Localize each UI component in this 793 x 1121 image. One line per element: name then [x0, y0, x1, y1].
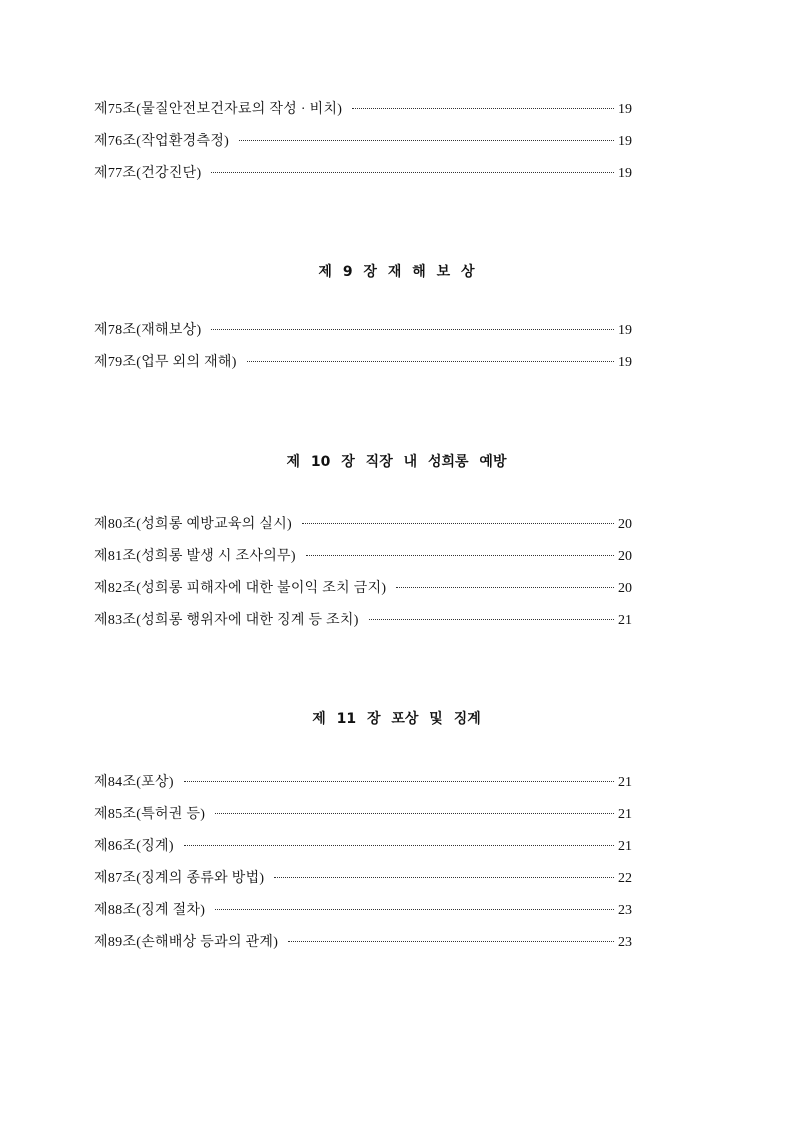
- dot-leader: [369, 619, 614, 620]
- toc-entry[interactable]: [94, 351, 632, 373]
- toc-entry-label: 제76조(작업환경측정): [94, 134, 230, 149]
- toc-entry-page: 20: [618, 549, 632, 564]
- chapter-heading: 제 11 장 포상 및 징계: [312, 711, 481, 727]
- toc-entry-page: 21: [618, 775, 632, 790]
- dot-leader: [211, 329, 614, 330]
- toc-entry-page: 21: [618, 839, 632, 854]
- toc-entry[interactable]: [94, 899, 632, 921]
- dot-leader: [247, 361, 614, 362]
- toc-entry-label: 제88조(징계 절차): [94, 903, 206, 918]
- toc-entry-label: 제77조(건강진단): [94, 166, 202, 181]
- dot-leader: [288, 941, 614, 942]
- toc-entry[interactable]: [94, 319, 632, 341]
- toc-entry[interactable]: [94, 162, 632, 184]
- toc-entry[interactable]: [94, 545, 632, 567]
- dot-leader: [302, 523, 614, 524]
- toc-entry-page: 22: [618, 871, 632, 886]
- dot-leader: [352, 108, 614, 109]
- toc-entry-page: 23: [618, 935, 632, 950]
- toc-entry-page: 20: [618, 581, 632, 596]
- toc-entry-page: 19: [618, 102, 632, 117]
- toc-entry-label: 제80조(성희롱 예방교육의 실시): [94, 517, 293, 532]
- dot-leader: [306, 555, 614, 556]
- toc-entry-label: 제81조(성희롱 발생 시 조사의무): [94, 549, 296, 564]
- chapter-heading: 제 9 장 재 해 보 상: [318, 264, 475, 280]
- toc-entry[interactable]: [94, 835, 632, 857]
- toc-entry-label: 제79조(업무 외의 재해): [94, 355, 237, 370]
- toc-entry-label: 제78조(재해보상): [94, 323, 202, 338]
- toc-entry-label: 제75조(물질안전보건자료의 작성 · 비치): [94, 102, 343, 117]
- toc-entry[interactable]: [94, 867, 632, 889]
- toc-entry[interactable]: [94, 577, 632, 599]
- toc-entry-page: 21: [618, 613, 632, 628]
- dot-leader: [396, 587, 614, 588]
- toc-entry-page: 20: [618, 517, 632, 532]
- chapter-heading: 제 10 장 직장 내 성희롱 예방: [286, 454, 507, 470]
- toc-entry-label: 제85조(특허권 등): [94, 807, 206, 822]
- toc-entry-page: 19: [618, 134, 632, 149]
- toc-entry-page: 21: [618, 807, 632, 822]
- toc-entry-label: 제87조(징계의 종류와 방법): [94, 871, 265, 886]
- toc-entry-page: 19: [618, 355, 632, 370]
- toc-entry[interactable]: [94, 513, 632, 535]
- toc-entry-page: 23: [618, 903, 632, 918]
- toc-entry-page: 19: [618, 323, 632, 338]
- toc-entry[interactable]: [94, 609, 632, 631]
- toc-entry-label: 제84조(포상): [94, 775, 174, 790]
- toc-entry-label: 제83조(성희롱 행위자에 대한 징계 등 조치): [94, 613, 359, 628]
- toc-entry-label: 제89조(손해배상 등과의 관계): [94, 935, 279, 950]
- dot-leader: [239, 140, 614, 141]
- dot-leader: [184, 781, 614, 782]
- toc-entry[interactable]: [94, 130, 632, 152]
- dot-leader: [215, 813, 614, 814]
- dot-leader: [211, 172, 614, 173]
- toc-entry[interactable]: [94, 98, 632, 120]
- toc-entry-page: 19: [618, 166, 632, 181]
- dot-leader: [184, 845, 614, 846]
- dot-leader: [215, 909, 614, 910]
- dot-leader: [274, 877, 614, 878]
- toc-entry[interactable]: [94, 931, 632, 953]
- toc-entry-label: 제82조(성희롱 피해자에 대한 불이익 조치 금지): [94, 581, 387, 596]
- toc-entry[interactable]: [94, 803, 632, 825]
- toc-entry[interactable]: [94, 771, 632, 793]
- toc-entry-label: 제86조(징계): [94, 839, 174, 854]
